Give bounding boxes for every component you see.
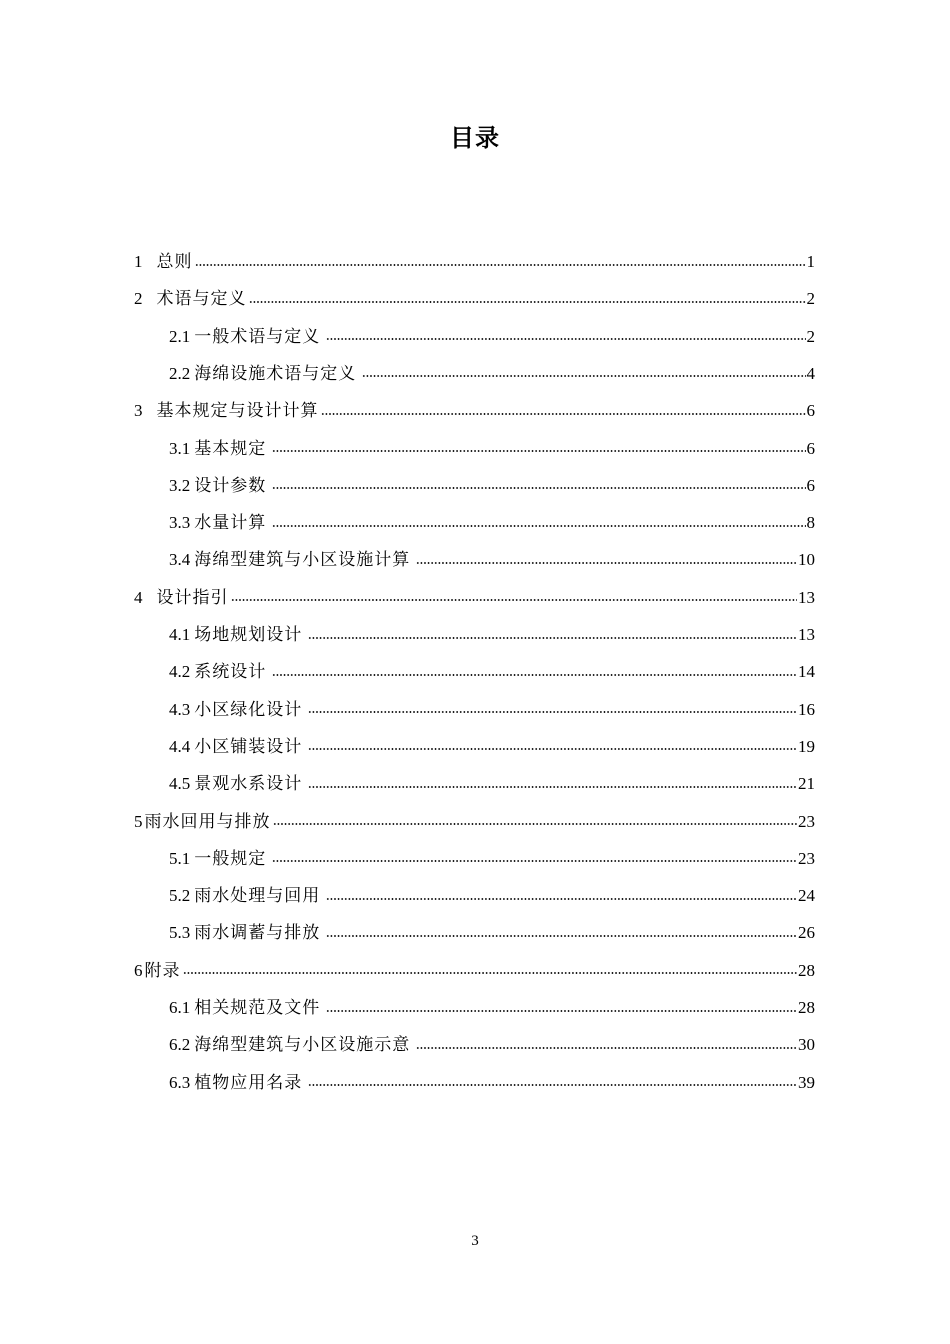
toc-entry-number: 1 [134,252,143,271]
toc-dot-leader [195,258,806,272]
toc-entry[interactable] [169,541,815,578]
toc-entry-page: 23 [798,811,815,831]
toc-entry-title: 术语与定义 [156,289,247,309]
toc-dot-leader [308,742,797,756]
toc-entry-number: 5.2 [169,886,191,906]
toc-dot-leader [273,817,798,831]
toc-entry-title: 雨水调蓄与排放 [194,923,321,943]
toc-dot-leader [272,444,805,458]
toc-entry-number: 4 [134,587,143,607]
toc-entry-title: 设计指引 [156,587,229,607]
toc-entry-number: 3 [134,401,143,421]
toc-entry-number: 2.2 [169,363,191,383]
toc-entry[interactable] [169,653,815,690]
toc-entry-page: 28 [798,960,815,980]
toc-entry-number: 4.5 [169,774,191,794]
toc-entry-title: 附录 [144,960,181,980]
toc-entry[interactable] [169,914,815,951]
toc-entry-number: 2 [134,289,143,309]
toc-entry-title: 一般术语与定义 [194,326,321,346]
toc-entry[interactable] [169,765,815,802]
toc-dot-leader [272,519,805,533]
toc-entry-title: 植物应用名录 [194,1072,303,1092]
toc-entry-title: 相关规范及文件 [194,998,321,1017]
toc-entry-page: 10 [798,550,815,570]
toc-dot-leader [308,705,797,719]
toc-entry-page: 4 [806,363,815,383]
toc-entry-title: 海绵型建筑与小区设施计算 [194,550,411,570]
toc-entry[interactable] [134,952,815,989]
toc-entry-page: 16 [798,699,815,719]
toc-entry[interactable] [134,243,815,280]
toc-entry[interactable] [169,1064,815,1101]
toc-entry-page: 13 [798,625,815,644]
toc-entry[interactable] [169,467,815,504]
toc-entry-page: 39 [798,1072,815,1092]
toc-entry-number: 4.3 [169,699,191,719]
toc-entry-title: 系统设计 [194,662,267,682]
toc-dot-leader [362,369,805,383]
toc-entry-title: 场地规划设计 [194,625,303,644]
toc-entry-number: 6 [134,960,143,980]
toc-entry-title: 海绵设施术语与定义 [194,363,357,383]
toc-entry[interactable] [169,877,815,914]
toc-entry-number: 4.4 [169,736,191,756]
toc-entry-number: 3.4 [169,550,191,570]
toc-entry[interactable] [169,840,815,877]
toc-entry-page: 30 [798,1035,815,1055]
toc-entry[interactable] [134,803,815,840]
toc-dot-leader [272,854,797,868]
toc-entry-page: 24 [798,886,815,906]
toc-entry-title: 一般规定 [194,848,267,868]
toc-entry[interactable] [169,616,815,653]
toc-entry-number: 3.1 [169,438,191,458]
toc-entry-page: 6 [806,438,815,458]
toc-entry-page: 28 [798,998,815,1017]
toc-entry-page: 19 [798,736,815,756]
toc-dot-leader [308,780,797,794]
toc-dot-leader [416,1041,797,1055]
toc-entry-number: 3.3 [169,513,191,533]
toc-entry[interactable] [134,392,815,429]
toc-entry-title: 总则 [156,252,193,271]
toc-entry-page: 26 [798,923,815,943]
toc-entry[interactable] [134,280,815,317]
toc-entry-number: 5.1 [169,848,191,868]
toc-entry-title: 小区铺装设计 [194,736,303,756]
toc-dot-leader [272,481,805,495]
toc-entry-title: 海绵型建筑与小区设施示意 [194,1035,411,1055]
toc-entry-page: 2 [806,289,815,309]
toc-dot-leader [321,407,806,421]
toc-entry-number: 6.3 [169,1072,191,1092]
toc-entry-title: 设计参数 [194,475,267,495]
toc-entry[interactable] [169,355,815,392]
toc-dot-leader [231,593,798,607]
toc-entry-page: 2 [806,326,815,346]
toc-entry-page: 6 [806,401,815,421]
toc-entry[interactable] [169,1026,815,1063]
toc-entry[interactable] [134,579,815,616]
toc-entry-number: 6.2 [169,1035,191,1055]
toc-dot-leader [308,1078,797,1092]
toc-entry-title: 小区绿化设计 [194,699,303,719]
toc-entry-title: 基本规定与设计计算 [156,401,319,421]
toc-entry[interactable] [169,430,815,467]
toc-entry-number: 4.1 [169,625,191,644]
toc-entry-page: 8 [806,513,815,533]
toc-entry-page: 23 [798,848,815,868]
toc-dot-leader [272,668,797,682]
toc-dot-leader [416,556,797,570]
toc-entry-title: 雨水处理与回用 [194,886,321,906]
toc-dot-leader [326,892,797,906]
toc-dot-leader [326,929,797,943]
toc-entry-number: 2.1 [169,326,191,346]
toc-entry-number: 6.1 [169,998,191,1017]
toc-entry-page: 14 [798,662,815,682]
toc-dot-leader [308,631,797,645]
toc-entry-number: 5 [134,811,143,831]
toc-entry[interactable] [169,691,815,728]
toc-entry-page: 6 [806,475,815,495]
toc-entry-title: 雨水回用与排放 [144,811,271,831]
toc-dot-leader [183,966,798,980]
toc-dot-leader [249,295,806,309]
toc-entry-title: 水量计算 [194,513,267,533]
toc-entry[interactable] [169,989,815,1026]
toc-entry-number: 4.2 [169,662,191,682]
toc-entry-title: 基本规定 [194,438,267,458]
toc-entry[interactable] [169,504,815,541]
toc-entry[interactable] [169,728,815,765]
toc-entry-page: 13 [798,587,815,607]
toc-dot-leader [326,1004,797,1018]
page-number: 3 [471,1233,479,1249]
toc-entry[interactable] [169,318,815,355]
toc-entry-page: 21 [798,774,815,794]
toc-dot-leader [326,332,805,346]
toc-entry-title: 景观水系设计 [194,774,303,794]
toc-entry-number: 5.3 [169,923,191,943]
toc-entry-number: 3.2 [169,475,191,495]
toc-entry-page: 1 [806,252,815,271]
page-title: 目录 [450,124,500,152]
